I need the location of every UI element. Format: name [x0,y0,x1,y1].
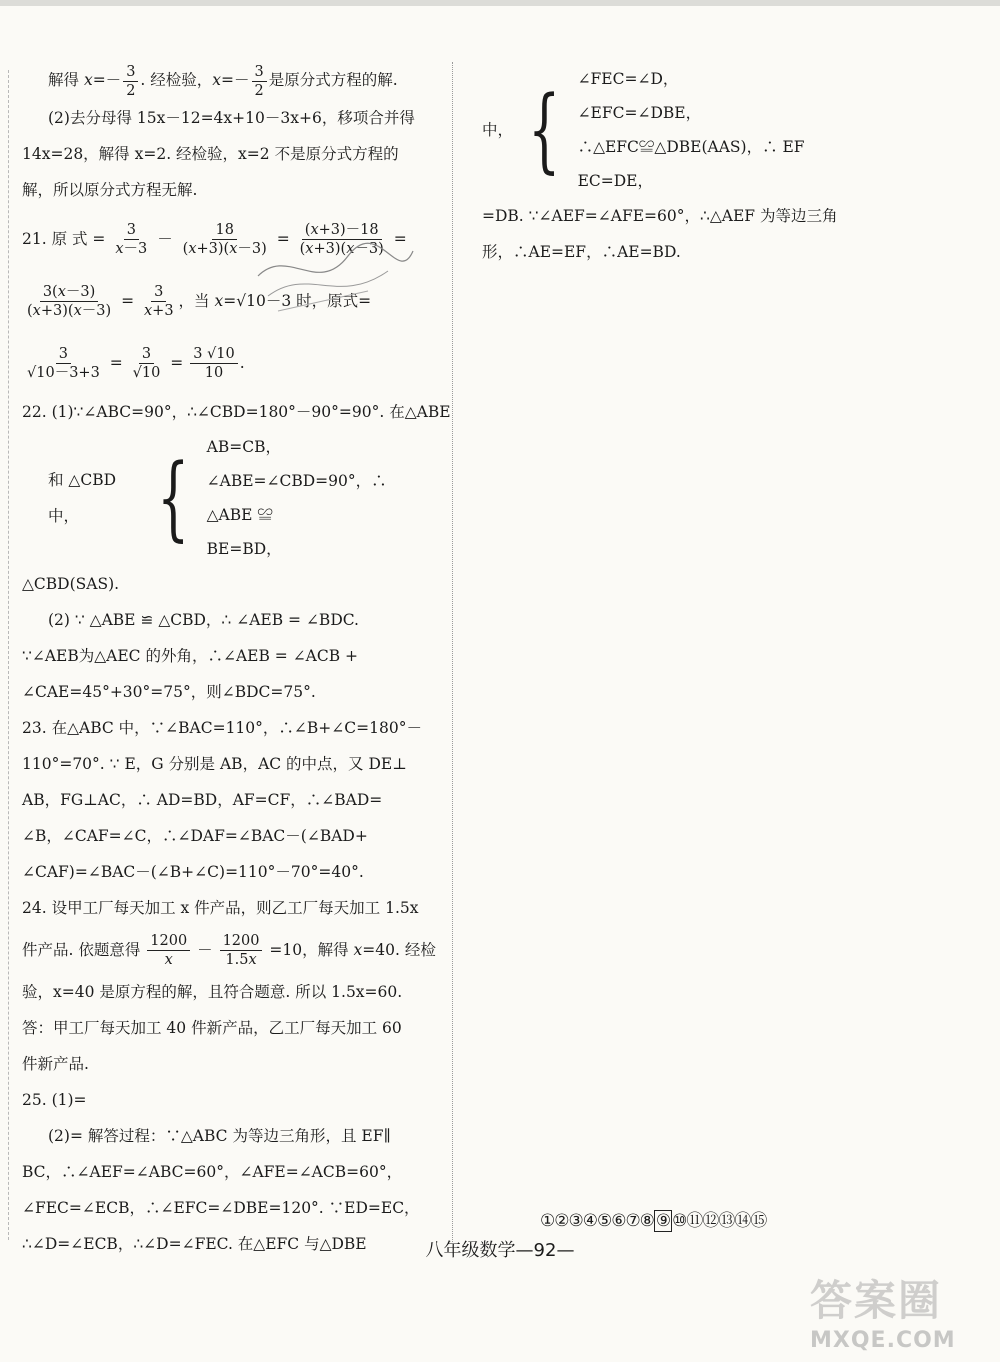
watermark-logo [810,1268,990,1353]
watermark-text: 答案圈 [810,1276,943,1325]
answer-25-system-prefix: 中， [482,121,514,139]
watermark-site: MXQE.COM [810,1328,956,1353]
answer-20-line4: 解，所以原分式方程无解. [22,180,198,199]
page-index-marks [540,1206,766,1231]
system-line-1: ∠FEC=∠D， [577,70,679,88]
answer-22-line3: (2) ∵ △ABE ≌ △CBD，∴ ∠AEB = ∠BDC. [48,610,359,629]
answer-23-line4: ∠B，∠CAF=∠C，∴∠DAF=∠BAC－(∠BAD+ [22,826,368,845]
answer-22-line4: ∵∠AEB为△AEC 的外角，∴∠AEB = ∠ACB + [22,646,359,665]
answer-20-line2: (2)去分母得 15x－12=4x+10－3x+6，移项合并得 [48,108,415,127]
answer-22-line2: △CBD(SAS). [22,574,120,593]
page-footer: 八年级数学—92— [425,1240,575,1261]
scan-edge [0,0,1000,6]
answer-20-line1: 解得 x=－ $\frac{3}{2}$ . 经检验，x=－ $\frac{3}{2}$ 是原分式方程的解. [48,63,398,99]
answer-21-line3: $\frac{3}{√10-3+3}$ = $\frac{3}{√10}$ = $\frac{3 √10}{10}$ . [27,346,245,381]
index-marks-after: ⑩⑪⑫⑬⑭⑮ [672,1211,767,1231]
system-line-3: EC=DE， [577,172,653,190]
pen-scribble [248,236,418,316]
answer-23-line1: 23. 在△ABC 中，∵∠BAC=110°，∴∠B+∠C=180°－ [22,718,422,737]
answer-25-line3: BC，∴∠AEF=∠ABC=60°，∠AFE=∠ACB=60°， [22,1162,403,1181]
answer-25-line6: =DB. ∵∠AEF=∠AFE=60°，∴△AEF 为等边三角 [482,207,838,225]
system-line-1: AB=CB， [206,437,281,456]
index-mark-selected: ⑨ [655,1211,671,1231]
answer-25-system [482,62,882,198]
answer-24-line4: 答：甲工厂每天加工 40 件新产品，乙工厂每天加工 60 [22,1018,402,1037]
answer-25-line4: ∠FEC=∠ECB，∴∠EFC=∠DBE=120°. ∵ED=EC， [22,1198,420,1217]
answer-23-line3: AB，FG⊥AC，∴ AD=BD，AF=CF，∴∠BAD= [22,790,383,809]
answer-24-line5: 件新产品. [22,1054,89,1073]
system-line-3: BE=BD， [206,539,282,558]
column-divider [452,62,453,1242]
answer-22-line5: ∠CAE=45°+30°=75°，则∠BDC=75°. [22,682,316,701]
answer-24-line2: 件产品. 依题意得 $\frac{1200}{x}$ － $\frac{1200}{1.5x}$ =10，解得 x=40. 经检 [22,933,436,968]
answer-24-line1: 24. 设甲工厂每天加工 x 件产品，则乙工厂每天加工 1.5x [22,898,419,917]
answer-22-system-prefix: 和 △CBD 中， [48,470,117,525]
answer-25-line2: (2)= 解答过程：∵△ABC 为等边三角形，且 EF∥ [48,1126,391,1145]
system-line-2: ∠EFC=∠DBE，∴△EFC≌△DBE(AAS)，∴ EF [577,104,805,156]
right-column [482,62,882,270]
brace: { [157,443,190,551]
answer-24-line3: 验，x=40 是原方程的解，且符合题意. 所以 1.5x=60. [22,982,403,1001]
answer-25-line1: 25. (1)= [22,1090,87,1109]
answer-25-line7: 形，∴AE=EF，∴AE=BD. [482,243,681,261]
margin-dashes [8,70,9,1240]
answer-20-line3: 14x=28，解得 x=2. 经检验，x=2 不是原分式方程的 [22,144,399,163]
system-line-2: ∠ABE=∠CBD=90°，∴ △ABE ≌ [206,471,387,524]
answer-21-line2: $\frac{3(x-3)}{(x+3)(x-3)}$ = $\frac{3}{x+3}$ ，当 x=√10－3 时，原式= [27,284,372,319]
brace: { [528,76,561,183]
answer-21-line1: 21. 原 式 = $\frac{3}{x-3}$ － $\frac{18}{(x+3)(x-3)}$ = $\frac{(x+3)-18}{(x+3)(x-3)}$ = [22,222,407,257]
answer-22-system [22,430,434,566]
answer-23-line5: ∠CAF)=∠BAC－(∠B+∠C)=110°－70°=40°. [22,862,364,881]
answer-25-line5: ∴∠D=∠ECB，∴∠D=∠FEC. 在△EFC 与△DBE [22,1234,367,1253]
answer-22-line1: 22. (1)∵∠ABC=90°，∴∠CBD=180°－90°=90°. 在△ABE [22,402,451,421]
answer-23-line2: 110°=70°. ∵ E，G 分别是 AB，AC 的中点，又 DE⊥ [22,754,407,773]
index-marks-before: ①②③④⑤⑥⑦⑧ [540,1211,654,1231]
